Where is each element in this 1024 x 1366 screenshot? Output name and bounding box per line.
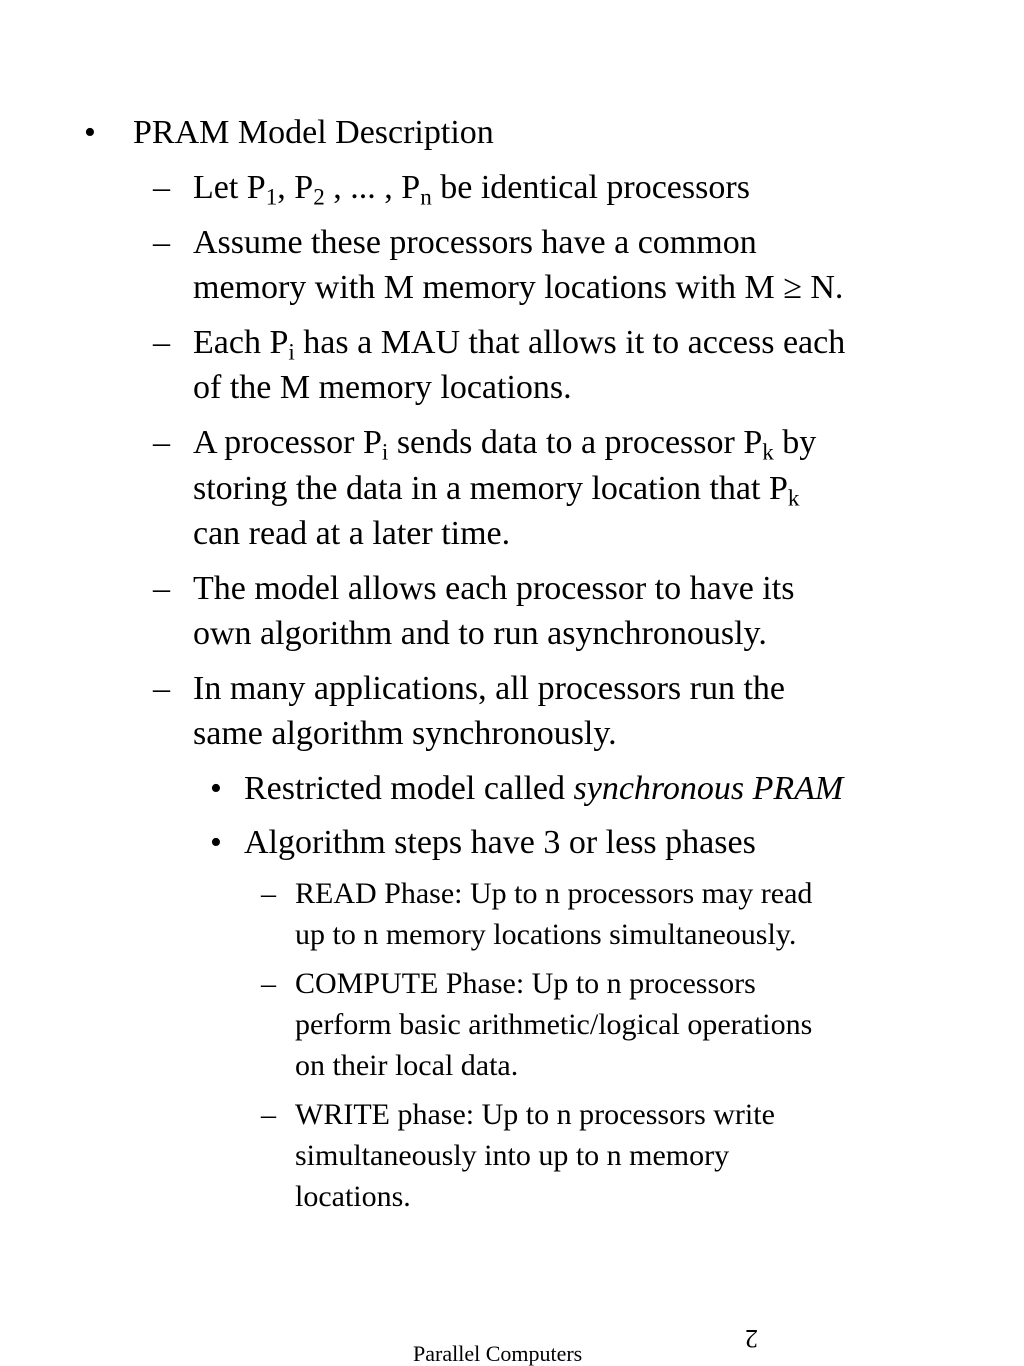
dot-marker: • bbox=[210, 770, 222, 807]
dash-marker: – bbox=[153, 169, 170, 206]
phase-write-line3: locations. bbox=[295, 1180, 411, 1213]
phase-read-line2: up to n memory locations simultaneously. bbox=[295, 918, 797, 951]
point-sync-line2: same algorithm synchronously. bbox=[193, 715, 617, 752]
point-identical-processors: Let $P_1$, $P_2$ , ... , $P_n$ be identical processors bbox=[193, 169, 750, 211]
heading-text: PRAM Model Description bbox=[133, 114, 494, 151]
page-number: 2 bbox=[745, 1324, 758, 1353]
dash-marker: – bbox=[261, 967, 276, 1000]
dash-marker: – bbox=[261, 877, 276, 910]
point-mau-line2: of the M memory locations. bbox=[193, 369, 572, 406]
point-send-data-line1: A processor $P_i$ sends data to a processor $P_k$ by bbox=[193, 424, 817, 466]
point-async-line2: own algorithm and to run asynchronously. bbox=[193, 615, 767, 652]
phase-read-line1: READ Phase: Up to n processors may read bbox=[295, 877, 813, 910]
dash-marker: – bbox=[153, 224, 170, 261]
point-mau-line1: Each $P_i$ has a MAU that allows it to access each bbox=[193, 324, 846, 366]
dash-marker: – bbox=[153, 324, 170, 361]
phase-compute-line1: COMPUTE Phase: Up to n processors bbox=[295, 967, 756, 1000]
point-send-data-line2: storing the data in a memory location that $P_k$ bbox=[193, 470, 800, 512]
phase-compute-line3: on their local data. bbox=[295, 1049, 519, 1082]
point-common-memory-line1: Assume these processors have a common bbox=[193, 224, 757, 261]
phase-compute-line2: perform basic arithmetic/logical operations bbox=[295, 1008, 813, 1041]
subpoint-phases: Algorithm steps have 3 or less phases bbox=[244, 824, 756, 861]
dash-marker: – bbox=[153, 670, 170, 707]
phase-write-line1: WRITE phase: Up to n processors write bbox=[295, 1098, 775, 1131]
phase-write-line2: simultaneously into up to n memory bbox=[295, 1139, 730, 1172]
heading-bullet: • bbox=[84, 114, 96, 151]
dash-marker: – bbox=[153, 424, 170, 461]
point-common-memory-line2: memory with M memory locations with M ≥ N. bbox=[193, 269, 844, 306]
subpoint-synchronous-pram: Restricted model called synchronous PRAM bbox=[244, 770, 844, 807]
point-async-line1: The model allows each processor to have its bbox=[193, 570, 795, 607]
dash-marker: – bbox=[261, 1098, 276, 1131]
dot-marker: • bbox=[210, 824, 222, 861]
point-sync-line1: In many applications, all processors run the bbox=[193, 670, 786, 707]
point-send-data-line3: can read at a later time. bbox=[193, 515, 511, 552]
dash-marker: – bbox=[153, 570, 170, 607]
footer-title: Parallel Computers bbox=[413, 1341, 583, 1366]
